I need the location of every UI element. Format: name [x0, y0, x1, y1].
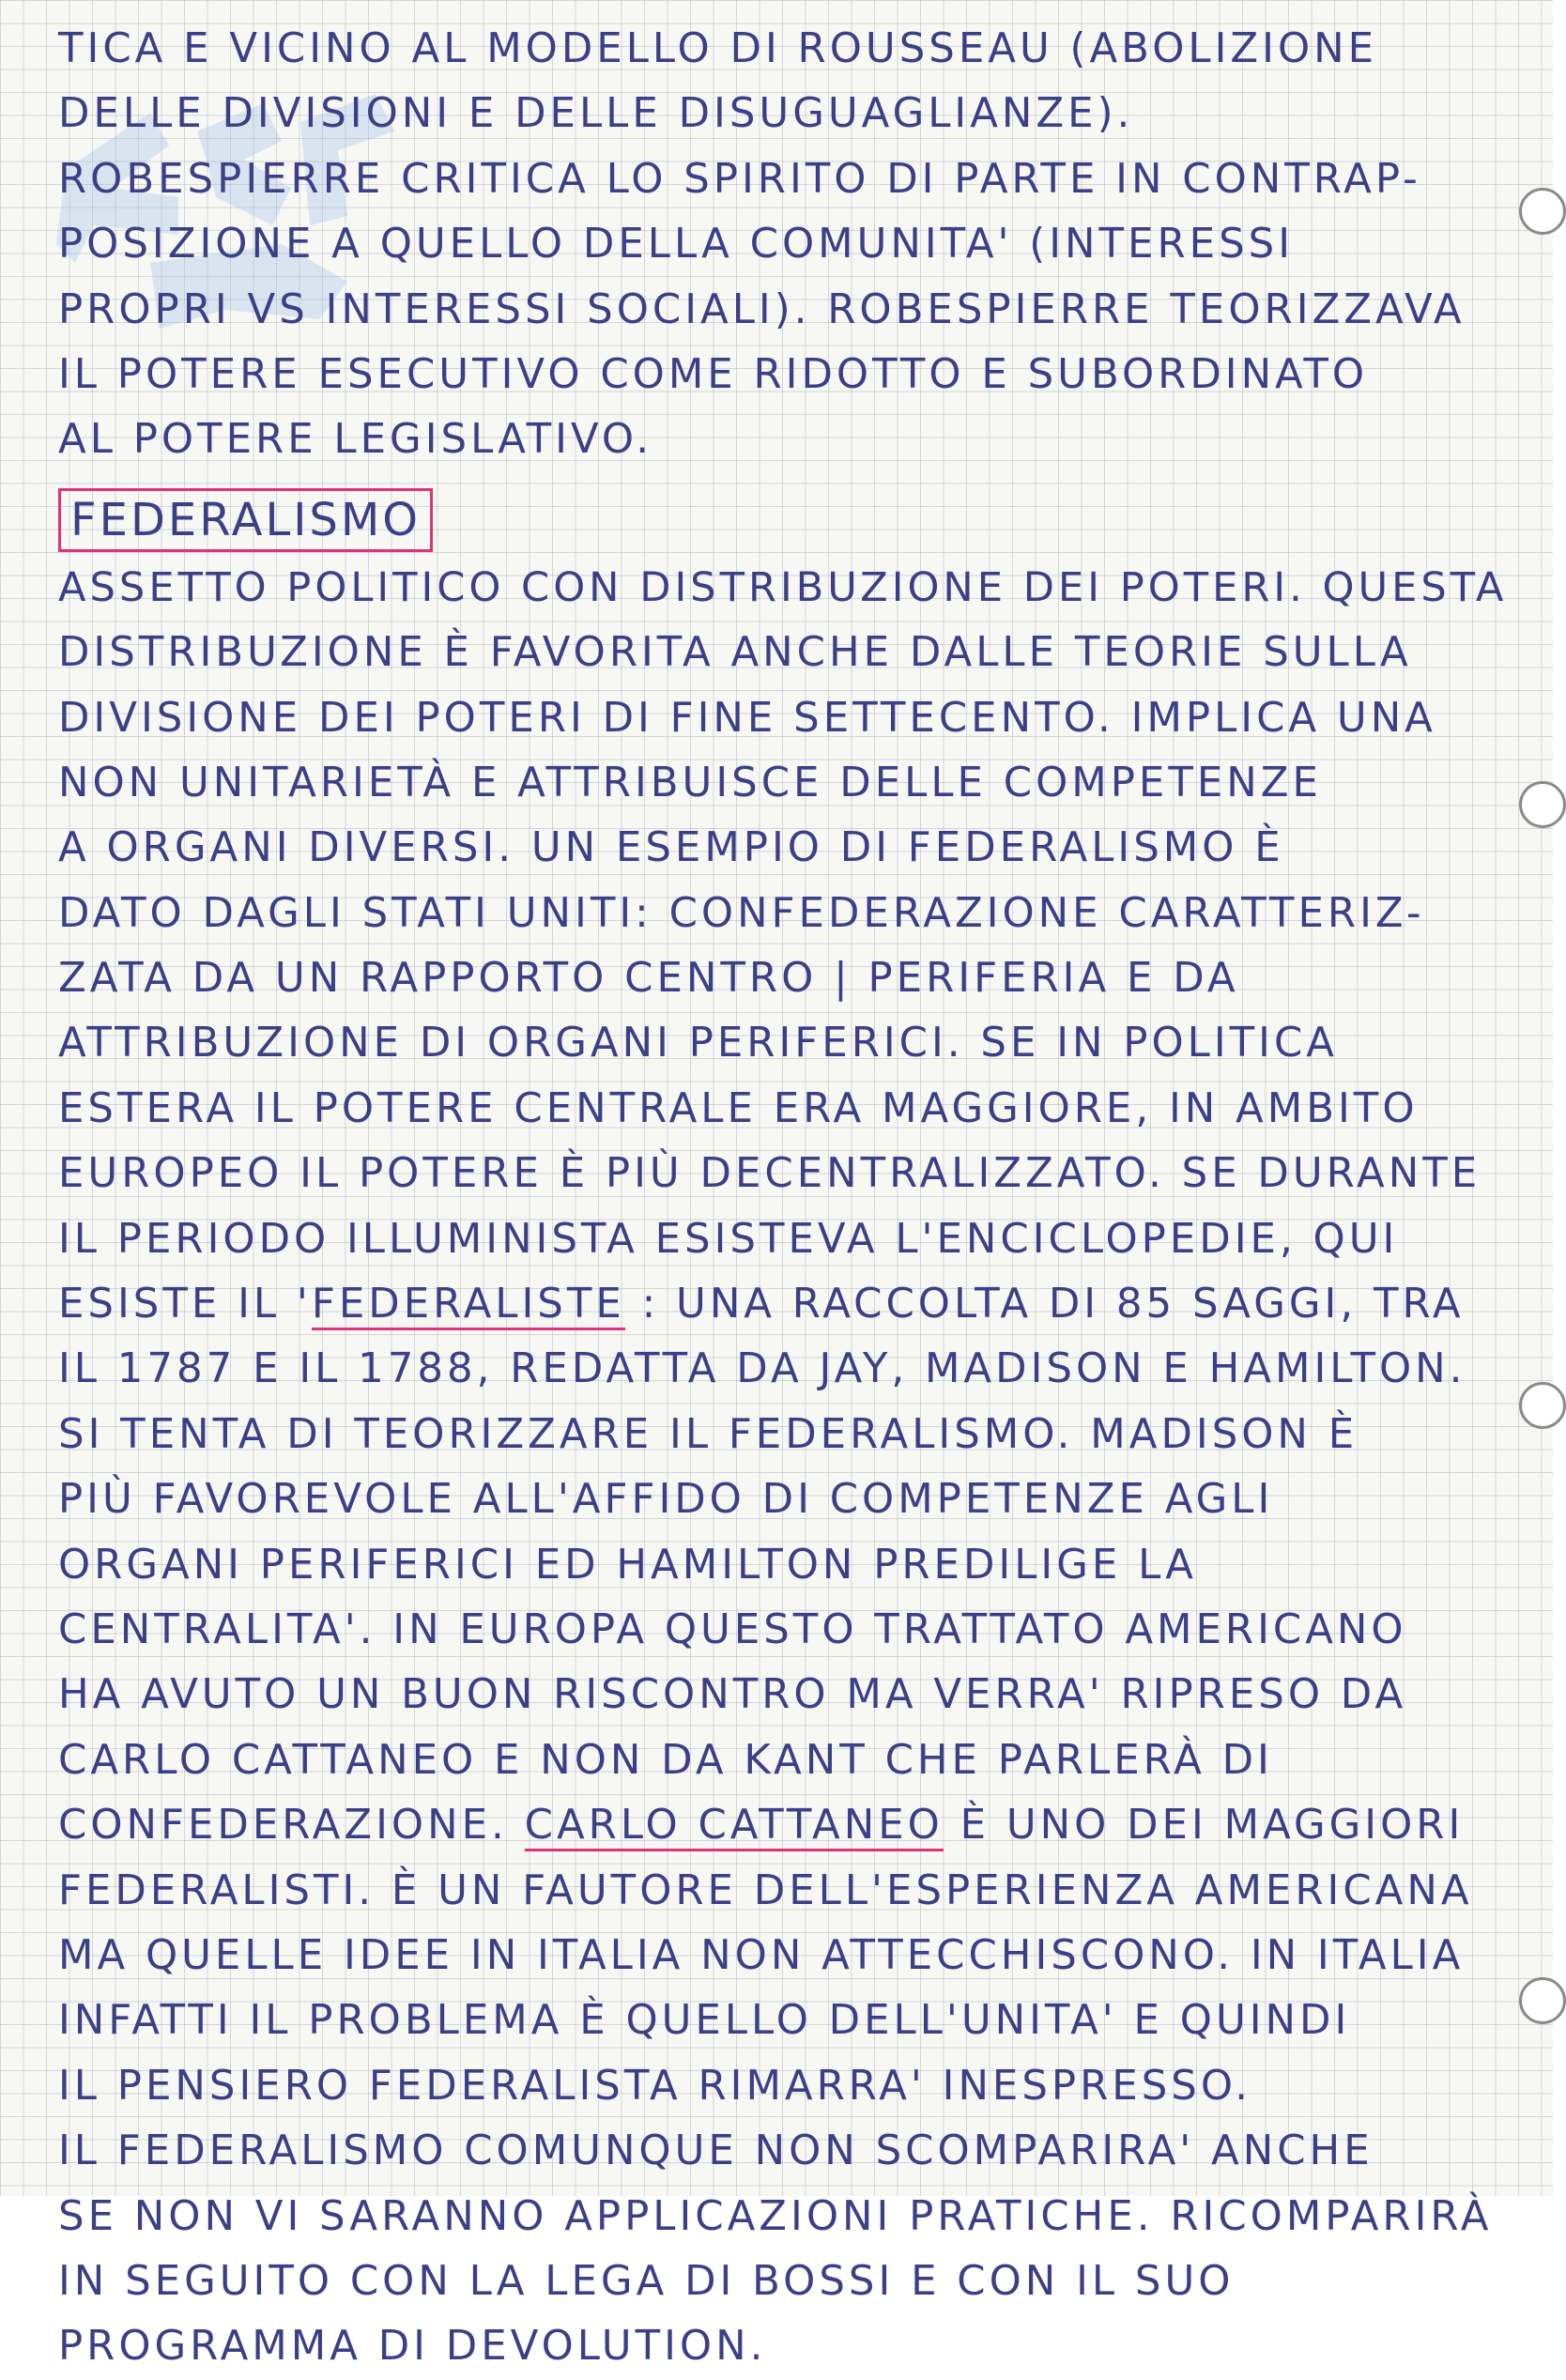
text-line: A ORGANI DIVERSI. UN ESEMPIO DI FEDERALISMO È [58, 824, 1284, 872]
text-line: HA AVUTO UN BUON RISCONTRO MA VERRA' RIPRESO DA [58, 1671, 1407, 1719]
text-line: TICA E VICINO AL MODELLO DI ROUSSEAU (ABOLIZIONE [58, 25, 1378, 72]
underlined-term-federaliste: FEDERALISTE [312, 1281, 625, 1330]
text-line: IN SEGUITO CON LA LEGA DI BOSSI E CON IL SUO [58, 2257, 1235, 2305]
binder-hole-icon [1519, 781, 1566, 828]
text-line: FEDERALISTI. È UN FAUTORE DELL'ESPERIENZA AMERICANA [58, 1866, 1473, 1914]
text-line-federaliste [58, 1272, 1523, 1337]
binder-hole-icon [1519, 188, 1566, 235]
text-line: DISTRIBUZIONE È FAVORITA ANCHE DALLE TEORIE SULLA [58, 629, 1412, 677]
text-line: DELLE DIVISIONI E DELLE DISUGUAGLIANZE). [58, 90, 1134, 138]
binder-hole-icon [1519, 1382, 1566, 1429]
text-fragment: CONFEDERAZIONE. [58, 1802, 525, 1850]
text-fragment: È UNO DEI MAGGIORI [943, 1802, 1465, 1850]
text-line: IL FEDERALISMO COMUNQUE NON SCOMPARIRA' ANCHE [58, 2127, 1374, 2175]
text-line: ASSETTO POLITICO CON DISTRIBUZIONE DEI POTERI. QUESTA [58, 563, 1508, 611]
text-line: SE NON VI SARANNO APPLICAZIONI PRATICHE. RICOMPARIRÀ [58, 2192, 1493, 2240]
text-line: POSIZIONE A QUELLO DELLA COMUNITA' (INTERESSI [58, 221, 1295, 269]
text-fragment: : UNA RACCOLTA DI 85 SAGGI, TRA [624, 1281, 1465, 1328]
text-line: ROBESPIERRE CRITICA LO SPIRITO DI PARTE IN CONTRAP- [58, 155, 1421, 203]
text-line: IL PENSIERO FEDERALISTA RIMARRA' INESPRESSO. [58, 2062, 1252, 2110]
text-line: ATTRIBUZIONE DI ORGANI PERIFERICI. SE IN POLITICA [58, 1020, 1339, 1067]
text-line: NON UNITARIETÀ E ATTRIBUISCE DELLE COMPETENZE [58, 759, 1322, 806]
handwritten-notes [58, 17, 1523, 2380]
text-line: ZATA DA UN RAPPORTO CENTRO | PERIFERIA E DA [58, 955, 1239, 1003]
section-heading-wrap [58, 484, 1523, 556]
text-line: AL POTERE LEGISLATIVO. [58, 416, 653, 464]
text-line: PIÙ FAVOREVOLE ALL'AFFIDO DI COMPETENZE AGLI [58, 1476, 1274, 1524]
text-line: CARLO CATTANEO E NON DA KANT CHE PARLERÀ DI [58, 1736, 1273, 1784]
text-line: PROGRAMMA DI DEVOLUTION. [58, 2323, 767, 2371]
text-line: PROPRI VS INTERESSI SOCIALI). ROBESPIERRE TEORIZZAVA [58, 285, 1466, 333]
text-line: INFATTI IL PROBLEMA È QUELLO DELL'UNITA' E QUINDI [58, 1997, 1351, 2045]
text-fragment: ESISTE IL ' [58, 1281, 312, 1328]
text-line: ESTERA IL POTERE CENTRALE ERA MAGGIORE, IN AMBITO [58, 1084, 1419, 1132]
section-heading: FEDERALISMO [58, 488, 433, 552]
text-line: SI TENTA DI TEORIZZARE IL FEDERALISMO. MADISON È [58, 1410, 1359, 1458]
text-line: CENTRALITA'. IN EUROPA QUESTO TRATTATO AMERICANO [58, 1605, 1407, 1653]
text-line: IL POTERE ESECUTIVO COME RIDOTTO E SUBORDINATO [58, 350, 1369, 398]
underlined-term-cattaneo: CARLO CATTANEO [525, 1802, 944, 1851]
text-line-cattaneo [58, 1793, 1523, 1858]
text-line: DATO DAGLI STATI UNITI: CONFEDERAZIONE CARATTERIZ- [58, 889, 1425, 937]
binder-hole-icon [1519, 1977, 1566, 2024]
text-line: MA QUELLE IDEE IN ITALIA NON ATTECCHISCONO. IN ITALIA [58, 1931, 1465, 1979]
text-line: IL PERIODO ILLUMINISTA ESISTEVA L'ENCICLOPEDIE, QUI [58, 1215, 1399, 1263]
text-line: DIVISIONE DEI POTERI DI FINE SETTECENTO. IMPLICA UNA [58, 694, 1436, 742]
text-line: ORGANI PERIFERICI ED HAMILTON PREDILIGE LA [58, 1541, 1198, 1589]
text-line: IL 1787 E IL 1788, REDATTA DA JAY, MADISON E HAMILTON. [58, 1345, 1466, 1393]
text-line: EUROPEO IL POTERE È PIÙ DECENTRALIZZATO. SE DURANTE [58, 1150, 1482, 1198]
